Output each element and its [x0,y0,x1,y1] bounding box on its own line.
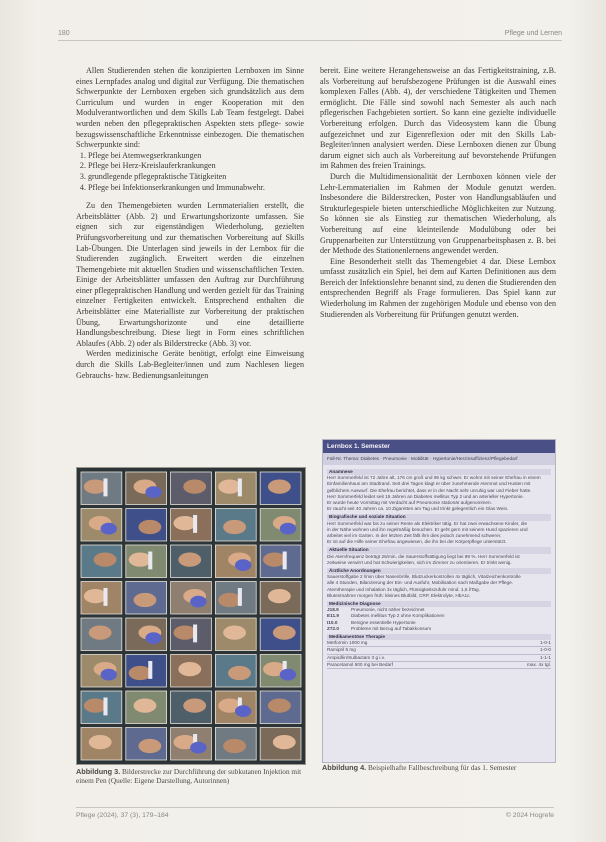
case-section-heading: Ärztliche Anordnungen [327,568,551,574]
injection-step-photo [126,655,167,688]
injection-step-photo [260,582,301,615]
medication-name: Metformin 1000 mg [327,640,368,646]
running-section-title: Pflege und Lernen [504,30,562,37]
medication-row [327,640,551,647]
injection-step-photo [126,691,167,724]
injection-step-photo [215,691,256,724]
case-box-subtitle: Fall-Nr. Thema: Diabetes · Pneumonie · Mobilität · Hypertonie/Herzinsuffizienz/Pflegebedarf [323,453,555,465]
case-text-line: Er raucht seit 40 Jahren ca. 10 Zigaretten am Tag und trinkt gelegentlich ein Glas Wein. [327,506,509,512]
injection-step-photo [81,509,122,542]
diagnosis-text: Probleme mit Bezug auf Tabakkonsum [351,625,432,631]
footer-rule [76,807,554,808]
diagnosis-text: Benigne essentielle Hypertonie [351,619,416,625]
case-text-line: in der Nähe wohnen und ihn regelmäßig besuchen. Er geht gern mit seinem Hund spazieren und [327,526,528,532]
case-text-line: Atemtherapie und Inhalation 3x täglich, Flüssigkeitszufuhr mind. 1,5 l/Tag. [327,586,480,592]
paragraph-intro: Allen Studierenden stehen die konzipierten Lernboxen im Sinne eines Lernpfades analog und digital zur Verfügung. Die thematischen Schwerpunkte der Lernboxen ergeben sich grundsätzlich aus dem Curriculum und wurden in enger Kooperation mit den Modulverantwortlichen und dem Skills Lab Team festgelegt. Dabei wurden neben den pflegepraktischen Aspekten stets pflege- sowie bezugswissenschaftliche Erkenntnisse einbezogen. Die thematischen Schwerpunkte sind: [76,66,304,150]
case-text-line: alle 4 Stunden, Bilanzierung der Ein- und Ausfuhr, Mobilisation nach Maßgabe der Pflege. [327,580,514,586]
case-text-line: Er ist auf die Hilfe seiner Ehefrau angewiesen, die ihn bei der Körperpflege unterstützt. [327,539,507,545]
injection-step-photo [126,618,167,651]
injection-step-photo [171,691,212,724]
case-section-heading: Medikamentöse Therapie [327,634,551,640]
injection-photo-grid [77,468,305,764]
figure-3-label: Abbildung 3. [76,767,121,776]
diagnosis-code: J18.9 [327,607,339,613]
injection-step-photo [260,545,301,578]
medication-dose: 1-1-1 [540,654,551,660]
diagnosis-code: Z72.0 [327,625,339,631]
case-text-line: Herr Sommerfeld war bis zu seiner Rente als Elektriker tätig. Er hat zwei erwachsene Kinder, die [327,520,528,526]
injection-step-photo [171,472,212,505]
page-number: 180 [58,30,70,37]
injection-step-photo [215,472,256,505]
injection-step-photo [260,655,301,688]
case-text-line: Die Atemfrequenz beträgt 26/min, die Sauerstoffsättigung liegt bei 89 %. Herr Sommerfeld ist [327,553,520,559]
figure-4-caption [322,763,554,772]
case-text-line: Herr Sommerfeld leidet seit 15 Jahren an Diabetes mellitus Typ 2 und an arterieller Hypertonie. [327,493,524,499]
injection-step-photo [260,691,301,724]
case-section-heading: Aktuelle Situation [327,547,551,553]
paragraph-materials: Zu den Themengebieten wurden Lernmaterialien erstellt, die Arbeitsblätter (Abb. 2) und Erwartungshorizonte umfassen. Sie eignen sich zur eigenständigen Wiederholung, gezielten Prüfungsvorbereitung und zur thematischen Vorbereitung auf Skills Lab-Übungen. Die Unterlagen sind jeweils in der Lernbox für die Studierenden zugänglich. Erweitert werden die einzelnen Themengebiete mit aktuellen Studien und wissenschaftlichen Texten. Einige der Arbeitsblätter umfassen den Auftrag zur Durchführung einer pflegepraktischen Handlung und werden gezielt für das Training einzelner Fertigkeiten entwickelt. Entsprechend enthalten die Arbeitsblätter eine Materialliste zur Vorbereitung der praktischen Übung, Erwartungshorizonte und eine detaillierte Handlungsbeschreibung. Diese liegt in Form eines schriftlichen Ablaufes (Abb. 2) oder als Bilderstrecke (Abb. 3) vor. [76,201,304,348]
topic-item: 2. Pflege bei Herz-Kreislauferkrankungen [88,161,304,172]
medication-name: Ampicillin/Sulbactam 3 g i.v. [327,654,386,660]
diagnosis-code: E11.9 [327,613,339,619]
case-text-line: Er wurde heute Vormittag mit Verdacht auf Pneumonie stationär aufgenommen. [327,500,492,506]
injection-step-photo [81,618,122,651]
paragraph-multidimensional: Durch die Multidimensionalität der Lernboxen können viele der Lehr-Lernmaterialien im Rahmen der Module genutzt werden. Insbesondere die Bilderstrecken, Poster von Handlungsabläufen und Strukturlegespiele bieten unterschiedliche Möglichkeiten zur Nutzung. So können sie als Einstieg zur thematischen Wiederholung, als Vorbereitung auf eine kleinteilende Modulübung oder bei Gruppenarbeiten zur Unterstützung von Gruppenarbeitsphasen z. B. bei der Methode des Stationenlernens angewendet werden. [320,171,556,256]
journal-citation: Pflege (2024), 37 (3), 179–184 [76,812,169,819]
case-box-title: Lernbox 1. Semester [323,440,555,453]
topic-item: 1. Pflege bei Atemwegserkrankungen [88,151,304,162]
medication-row [327,655,551,662]
case-text-line: zeitweise verwirrt und hat Schwierigkeiten, sich im Zimmer zu orientieren. Er trinkt wenig. [327,559,512,565]
injection-step-photo [171,728,212,761]
injection-step-photo [126,472,167,505]
case-section-heading: Anamnese [327,469,551,475]
copyright: © 2024 Hogrefe [505,812,554,819]
paragraph-devices: Werden medizinische Geräte benötigt, erfolgt eine Einweisung durch die Skills Lab-Begleiter/innen und zum Nachlesen liegen Gebrauchs- bzw. Bedienungsanleitungen [76,349,304,380]
case-section-heading: Biografische und soziale Situation [327,514,551,520]
topic-list [76,151,304,193]
injection-step-photo [81,472,122,505]
injection-step-photo [215,728,256,761]
injection-step-photo [126,582,167,615]
medication-row [327,647,551,654]
figure-3-caption [76,767,304,785]
injection-step-photo [260,618,301,651]
topic-item: 4. Pflege bei Infektionserkrankungen und Immunabwehr. [88,183,304,194]
injection-step-photo [171,509,212,542]
injection-step-photo [260,509,301,542]
medication-row [327,662,551,669]
case-text-line: gelblichem Auswurf. Die Ehefrau berichtet, dass er in der Nacht sehr unruhig war und Fieber hatte. [327,487,532,493]
injection-step-photo [81,691,122,724]
injection-step-photo [81,728,122,761]
case-text-line: Einfamilienhaus am Stadtrand. Seit drei Tagen klagt er über zunehmende Atemnot und Husten mit [327,481,531,487]
injection-step-photo [215,509,256,542]
injection-step-photo [215,655,256,688]
medication-name: Paracetamol 500 mg bei Bedarf [327,661,393,667]
medication-dose: 1-0-1 [540,640,551,646]
injection-step-photo [126,509,167,542]
injection-step-photo [81,655,122,688]
left-column [76,66,304,381]
topic-item: 3. grundlegende pflegepraktische Tätigkeiten [88,172,304,183]
injection-step-photo [126,545,167,578]
figure-4-case-box [322,439,556,763]
case-text-line: arbeitet viel im Garten. In der letzten Zeit fällt ihm dies jedoch zunehmend schwerer. [327,533,502,539]
right-column [320,66,556,320]
diagnosis-row [327,626,551,632]
figure-4-caption-text: Beispielhafte Fallbeschreibung für das 1. Semester [368,763,517,772]
injection-step-photo [260,728,301,761]
injection-step-photo [171,655,212,688]
injection-step-photo [171,618,212,651]
header-rule [58,40,562,41]
injection-step-photo [171,545,212,578]
case-text-line: Blutentnahme morgen früh: kleines Blutbild, CRP, Elektrolyte, HbA1c. [327,592,471,598]
injection-step-photo [260,472,301,505]
figure-3-image-series [76,467,306,765]
medication-dose: 1-0-0 [540,647,551,653]
paragraph-cases: bereit. Eine weitere Herangehensweise an das Fertigkeitstraining, z.B. als Vorbereitung auf berufsbezogene Prüfungen ist die Auswahl eines komplexen Falles (Abb. 4), der verschiedene Tätigkeiten und Themen ermöglicht. Die Fälle sind sowohl nach Semester als auch nach pflegerischen Fachgebieten sortiert. So kann eine gezielte individuelle Vorbereitung erfolgen. Durch das Videosystem kann die Übung aufgezeichnet und zur Eigenreflexion oder mit den Skills Lab-Begleiter/innen analysiert werden. Diese Lernboxen dienen zur Übung darum eignet sich auch als Vorbereitung auf bevorstehende Prüfungen im Rahmen des freien Trainings. [320,66,556,171]
injection-step-photo [81,545,122,578]
injection-step-photo [215,545,256,578]
figure-4-label: Abbildung 4. [322,763,367,772]
medication-name: Ramipril 5 mg [327,647,356,653]
injection-step-photo [126,728,167,761]
figure-3-caption-text: Bilderstrecke zur Durchführung der subkutanen Injektion mit einem Pen (Quelle: Eigene Darstellung, Autorinnen) [76,767,302,786]
injection-step-photo [215,582,256,615]
diagnosis-text: Pneumonie, nicht näher bezeichnet [351,607,425,613]
case-text-line: Herr Sommerfeld ist 72 Jahre alt, 176 cm groß und 95 kg schwer. Er wohnt mit seiner Ehefrau in einem [327,475,541,481]
injection-step-photo [81,582,122,615]
medication-dose: max. 4x tgl. [527,661,551,667]
paragraph-game: Eine Besonderheit stellt das Themengebiet 4 dar. Diese Lernbox umfasst zusätzlich ein Spiel, bei dem auf Karten Definitionen aus dem Bereich der Infektionslehre benannt sind, zu denen die Studierenden den entsprechenden Begriff als Frage formulieren. Das Spiel kann zur Wiederholung im Rahmen der zugehörigen Module und ebenso von den Studierenden als Vorbereitung für Prüfungen genutzt werden. [320,256,556,319]
diagnosis-code: I10.0 [327,619,338,625]
injection-step-photo [171,582,212,615]
diagnosis-text: Diabetes mellitus Typ 2 ohne Komplikationen [351,613,445,619]
case-section-heading: Medizinische Diagnose [327,601,551,607]
case-text-line: Sauerstoffgabe 2 l/min über Nasenbrille, Blutzuckerkontrollen 4x täglich, Vitalzeichenkontrolle [327,574,521,580]
case-box-body [323,465,555,671]
injection-step-photo [215,618,256,651]
